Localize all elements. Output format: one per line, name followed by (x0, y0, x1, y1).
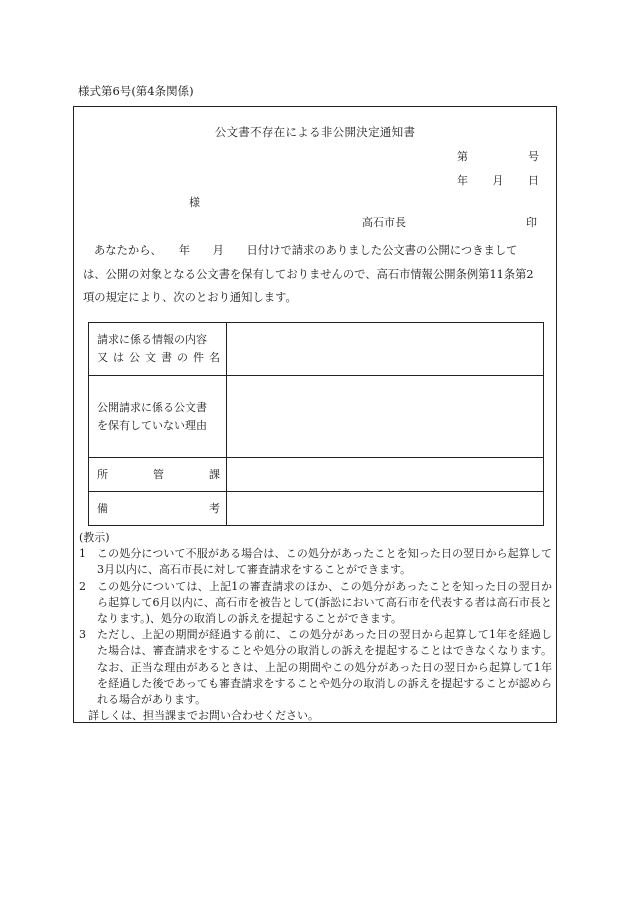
info-table (88, 322, 544, 526)
label-line: を保有していない理由 (97, 418, 207, 432)
seal-mark: 印 (526, 216, 537, 229)
table-row (89, 376, 544, 458)
non-possession-reason-label (89, 376, 227, 458)
date-line (457, 172, 539, 188)
notice-frame (73, 106, 557, 723)
request-content-value[interactable] (227, 323, 544, 376)
request-content-label (89, 323, 227, 376)
label-char: 管 (153, 467, 164, 481)
note-item (79, 579, 552, 628)
date-month: 月 (492, 174, 504, 187)
label-char: 公 (129, 351, 140, 364)
notes-heading: (教示) (79, 531, 110, 544)
intro-line: あなたから、 年 月 日付けで請求のありました公文書の公開につきまして (94, 244, 518, 257)
intro-line: は、公開の対象となる公文書を保有しておりませんので、高石市情報公開条例第11条第2 (83, 267, 534, 281)
note-item (79, 627, 552, 708)
non-possession-reason-value[interactable] (227, 376, 544, 458)
remarks-value[interactable] (227, 492, 544, 526)
table-row (89, 458, 544, 492)
notes-closing: 詳しくは、担当課までお問い合わせください。 (88, 709, 319, 723)
label-line: 請求に係る情報の内容 (97, 333, 207, 346)
responsible-section-label (89, 458, 227, 492)
label-line (97, 349, 220, 367)
responsible-section-value[interactable] (227, 458, 544, 492)
note-text: この処分については、上記1の審査請求のほか、この処分があったことを知った日の翌日から起算して6月以内に、高石市を被告として(訴訟において高石市を代表する者は高石市長となります。)、処分の取消しの訴えを提起することができます。 (97, 579, 552, 626)
label-line (97, 466, 220, 484)
note-number: 1 (79, 547, 86, 561)
label-char: の (177, 351, 188, 364)
note-number: 3 (79, 628, 86, 642)
label-char: 文 (145, 351, 156, 364)
number-prefix: 第 (457, 150, 468, 163)
instruction-notes (79, 530, 552, 724)
document-number-line (457, 148, 539, 164)
table-row (89, 323, 544, 376)
label-line (97, 500, 220, 518)
label-char: 書 (161, 351, 172, 364)
addressee-suffix: 様 (189, 196, 200, 209)
note-text: ただし、上記の期間が経過する前に、この処分があった日の翌日から起算して1年を経過した場合は、審査請求をすることや処分の取消しの訴えを提起することはできなくなります。なお、正当な理由があるときは、上記の期間やこの処分があった日の翌日から起算して1年を経過した後であっても審査請求をすることや処分の取消しの訴えを提起することが認められる場合があります。 (97, 628, 552, 707)
date-day: 日 (528, 174, 539, 187)
note-number: 2 (79, 579, 86, 593)
form-number-label: 様式第6号(第4条関係) (78, 84, 194, 98)
label-char: は (113, 351, 124, 364)
label-char: 又 (97, 351, 108, 364)
table-row (89, 492, 544, 526)
label-char: 課 (209, 467, 220, 481)
label-char: 件 (193, 351, 204, 364)
intro-line: 項の規定により、次のとおり通知します。 (83, 291, 297, 304)
remarks-label (89, 492, 227, 526)
issuer-name: 高石市長 (362, 216, 406, 229)
label-char: 考 (209, 501, 220, 515)
date-year: 年 (457, 174, 468, 187)
number-suffix: 号 (528, 150, 539, 163)
label-line: 公開請求に係る公文書 (97, 400, 207, 414)
intro-paragraph (83, 239, 549, 310)
note-item (79, 546, 552, 578)
label-char: 名 (209, 351, 220, 364)
label-char: 備 (97, 501, 108, 515)
document-title: 公文書不存在による非公開決定通知書 (214, 125, 416, 139)
note-text: この処分について不服がある場合は、この処分があったことを知った日の翌日から起算して3月以内に、高石市長に対して審査請求をすることができます。 (97, 547, 552, 577)
label-char: 所 (97, 467, 108, 481)
